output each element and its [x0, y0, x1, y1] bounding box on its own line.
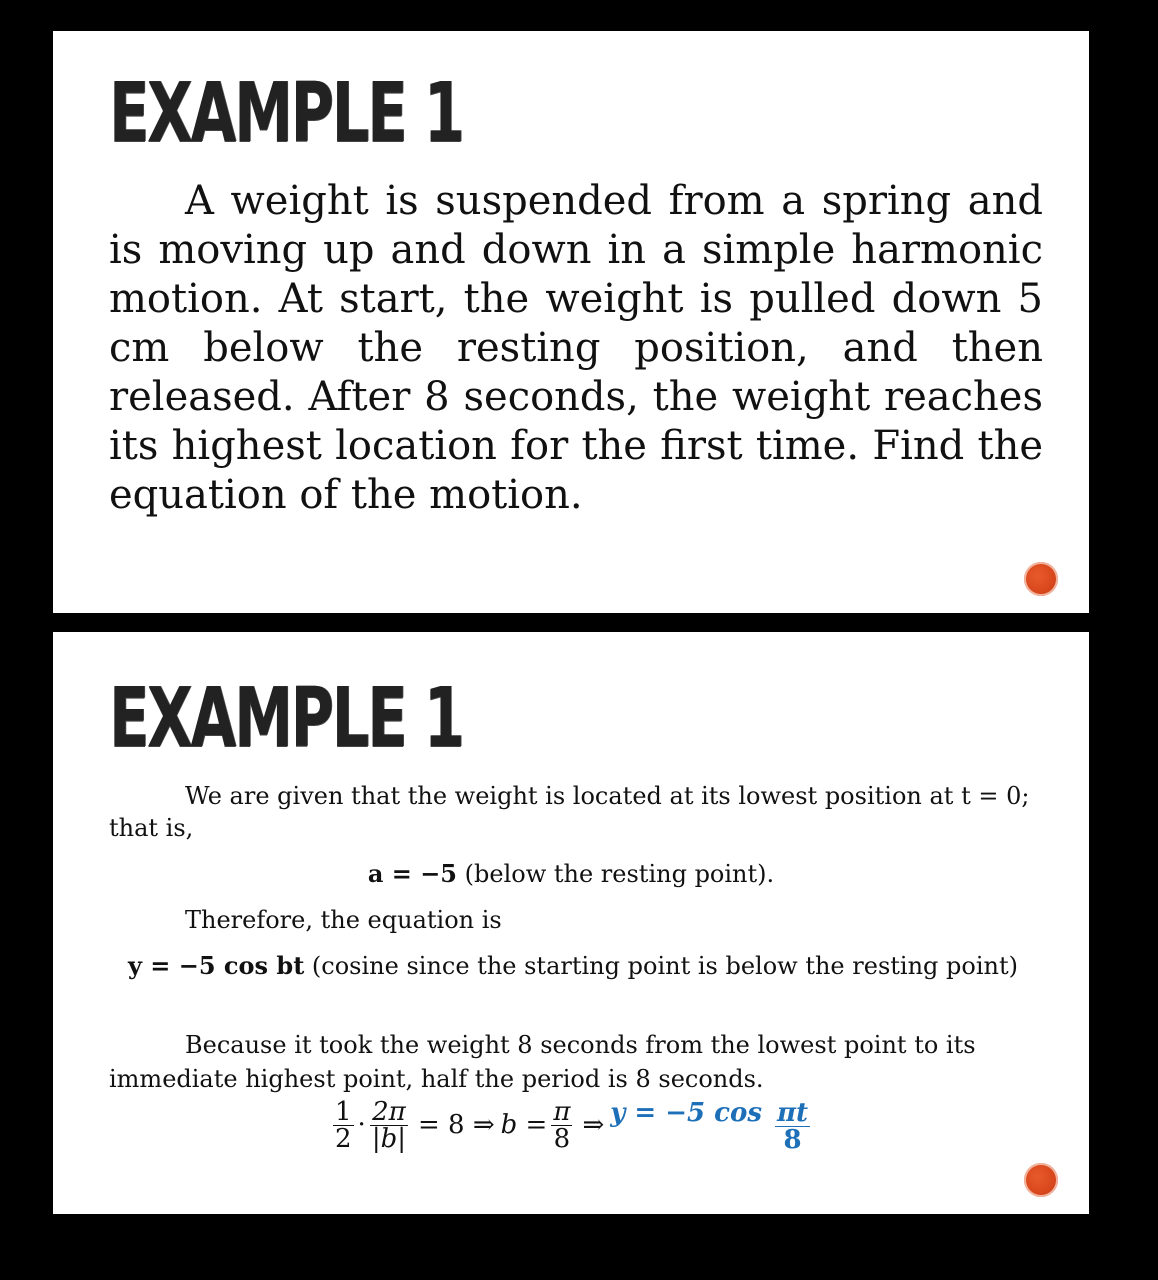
fraction-half [333, 1096, 354, 1154]
implies-arrow: ⇒ [582, 1110, 605, 1140]
equals-eight: = 8 ⇒ [417, 1110, 495, 1140]
equation-form-line [113, 950, 1033, 982]
fraction-denominator: |b| [371, 1123, 406, 1154]
fraction-period [370, 1096, 408, 1154]
fraction-pi-t-over-8 [775, 1097, 810, 1155]
b-equals: b = [500, 1110, 548, 1140]
fraction-denominator: 2 [335, 1123, 352, 1154]
solution-paragraph-1: We are given that the weight is located at its lowest position at t = 0; that is, [109, 782, 1030, 842]
fraction-numerator: 2π [372, 1096, 406, 1127]
fraction-numerator: π [553, 1096, 571, 1127]
fraction-denominator: 8 [783, 1124, 802, 1155]
amplitude-line [53, 858, 1089, 890]
multiply-dot: · [357, 1110, 366, 1140]
final-equation [610, 1098, 814, 1153]
equation-form-note: (cosine since the starting point is below the resting point) [304, 952, 1018, 980]
period-equation [329, 1090, 814, 1160]
fraction-numerator: πt [777, 1097, 809, 1128]
equation-form: y = −5 cos bt [128, 951, 305, 980]
slide-problem [53, 31, 1089, 613]
fraction-pi-over-8 [551, 1096, 572, 1154]
slide-solution [53, 632, 1089, 1214]
amplitude-note: (below the resting point). [457, 860, 775, 888]
fraction-denominator: 8 [553, 1123, 571, 1154]
slide-title: EXAMPLE 1 [109, 671, 463, 766]
fraction-numerator: 1 [335, 1096, 352, 1127]
final-equation-lhs: y = −5 cos [610, 1097, 762, 1128]
slide-marker-dot [1024, 562, 1058, 596]
amplitude-value: a = −5 [367, 859, 458, 888]
slide-marker-dot [1024, 1163, 1058, 1197]
slide-title: EXAMPLE 1 [109, 66, 463, 161]
solution-paragraph-3: Therefore, the equation is [185, 906, 502, 934]
solution-paragraph-5: Because it took the weight 8 seconds from the lowest point to its immediate highest point, half the period is 8 seconds. [109, 1031, 976, 1093]
problem-text: A weight is suspended from a spring and is moving up and down in a simple harmonic motion. At start, the weight is pulled down 5 cm below the resting position, and then released. After 8 seconds, the weight reaches its highest location for the first time. Find the equation of the motion. [109, 178, 1043, 518]
